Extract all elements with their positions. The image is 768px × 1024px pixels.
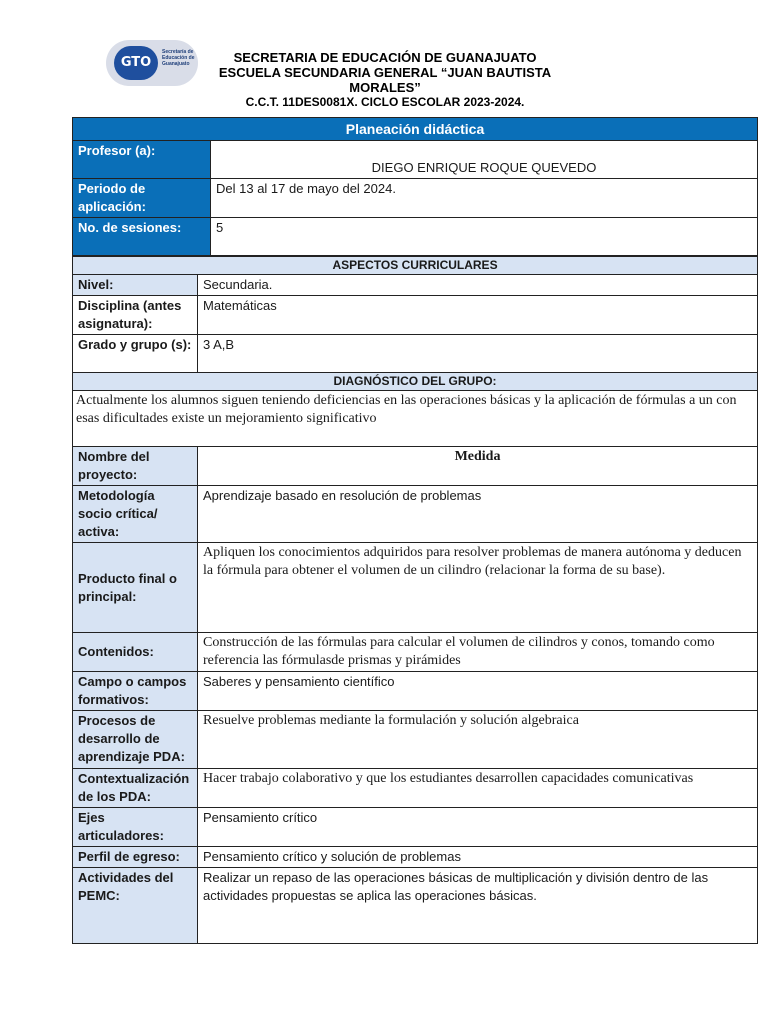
header-cct: C.C.T. 11DES0081X. CICLO ESCOLAR 2023-2024.: [245, 95, 525, 109]
plan-table: [72, 117, 758, 256]
ejes-value: Pensamiento crítico: [198, 808, 758, 847]
grado-value: 3 A,B: [198, 335, 758, 373]
contenidos-label: Contenidos:: [73, 633, 198, 672]
nombre-proyecto-label: Nombre del proyecto:: [73, 447, 198, 486]
gto-logo-caption: Secretaría de Educación de Guanajuato: [162, 49, 195, 67]
campo-value: Saberes y pensamiento científico: [198, 672, 758, 711]
contexto-value: Hacer trabajo colaborativo y que los estudiantes desarrollen capacidades comunicativas: [198, 769, 758, 808]
pda-value: Resuelve problemas mediante la formulación y solución algebraica: [198, 711, 758, 769]
periodo-value: Del 13 al 17 de mayo del 2024.: [211, 179, 758, 218]
pemc-label: Actividades del PEMC:: [73, 868, 198, 944]
disciplina-value: Matemáticas: [198, 296, 758, 335]
campo-label: Campo o campos formativos:: [73, 672, 198, 711]
curricular-table: [72, 256, 758, 944]
metodologia-label: Metodología socio crítica/ activa:: [73, 486, 198, 543]
nivel-value: Secundaria.: [198, 275, 758, 296]
perfil-label: Perfil de egreso:: [73, 847, 198, 868]
producto-label: Producto final o principal:: [73, 543, 198, 633]
metodologia-value: Aprendizaje basado en resolución de problemas: [198, 486, 758, 543]
pemc-value: Realizar un repaso de las operaciones básicas de multiplicación y división dentro de las actividades propuestas se aplica las operaciones básicas.: [198, 868, 758, 944]
document-header: [200, 50, 570, 110]
disciplina-label: Disciplina (antes asignatura):: [73, 296, 198, 335]
contexto-label: Contextualización de los PDA:: [73, 769, 198, 808]
profesor-value: DIEGO ENRIQUE ROQUE QUEVEDO: [211, 141, 758, 179]
periodo-label: Periodo de aplicación:: [73, 179, 211, 218]
nombre-proyecto-value: Medida: [198, 447, 758, 486]
nivel-label: Nivel:: [73, 275, 198, 296]
ejes-label: Ejes articuladores:: [73, 808, 198, 847]
diagnostico-title: DIAGNÓSTICO DEL GRUPO:: [73, 373, 758, 391]
gto-logo: [106, 40, 198, 86]
pda-label: Procesos de desarrollo de aprendizaje PDA:: [73, 711, 198, 769]
gto-logo-mark: GTO: [114, 46, 158, 80]
plan-title: Planeación didáctica: [73, 118, 758, 141]
sesiones-label: No. de sesiones:: [73, 218, 211, 256]
header-secretaria: SECRETARIA DE EDUCACIÓN DE GUANAJUATO: [233, 50, 537, 65]
curricular-title: ASPECTOS CURRICULARES: [73, 257, 758, 275]
sesiones-value: 5: [211, 218, 758, 256]
producto-value: Apliquen los conocimientos adquiridos para resolver problemas de manera autónoma y deducen la fórmula para obtener el volumen de un cilindro (relacionar la forma de su base).: [198, 543, 758, 633]
grado-label: Grado y grupo (s):: [73, 335, 198, 373]
contenidos-value: Construcción de las fórmulas para calcular el volumen de cilindros y conos, tomando como referencia las fórmulasde prismas y pirámides: [198, 633, 758, 672]
header-escuela: ESCUELA SECUNDARIA GENERAL “JUAN BAUTISTA MORALES”: [218, 65, 552, 95]
diagnostico-text: Actualmente los alumnos siguen teniendo deficiencias en las operaciones básicas y la aplicación de fórmulas a un con esas dificultades existe un mejoramiento significativo: [73, 391, 758, 447]
perfil-value: Pensamiento crítico y solución de problemas: [198, 847, 758, 868]
profesor-label: Profesor (a):: [73, 141, 211, 179]
